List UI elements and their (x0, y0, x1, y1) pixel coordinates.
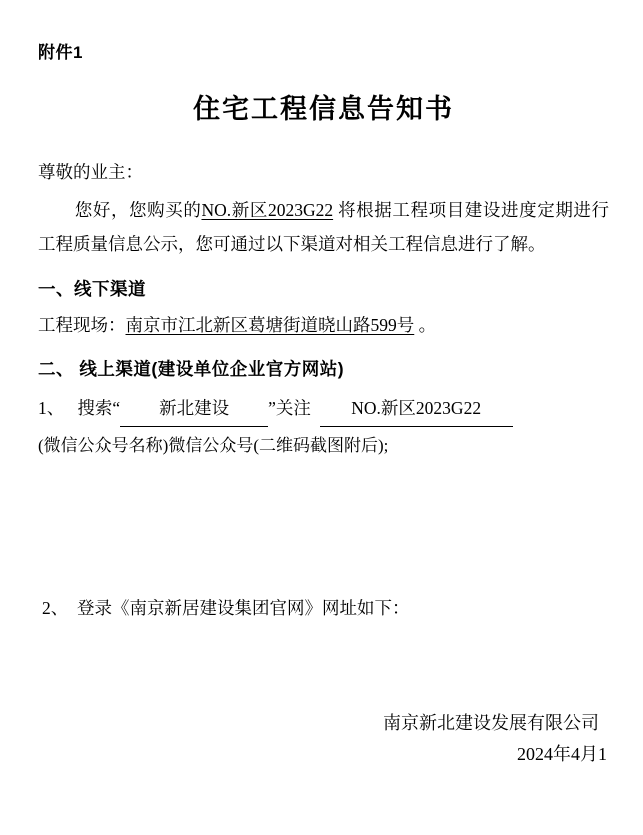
intro-paragraph (38, 193, 609, 261)
signature-date: 2024年4月1 (517, 743, 607, 764)
onsite-address: 南京市江北新区葛塘街道晓山路599号 (125, 314, 415, 335)
onsite-punct: 。 (418, 314, 437, 335)
intro-lead: 您好，您购买的 (74, 200, 202, 221)
online-channel-item-2 (38, 591, 609, 626)
intro-project-name: NO.新区2023G22 (201, 200, 334, 221)
wechat-account-note: (微信公众号名称)微信公众号(二维码截图附后); (38, 435, 389, 455)
wechat-account-name: 新北建设 (120, 391, 268, 427)
onsite-channel-row (38, 309, 609, 342)
onsite-label: 工程现场： (38, 314, 126, 335)
item1-project-name: NO.新区2023G22 (320, 391, 513, 427)
item1-prefix: 搜索“ (77, 397, 121, 418)
salutation: 尊敬的业主： (38, 162, 143, 182)
page-title: 住宅工程信息告知书 (193, 94, 454, 124)
signature-company: 南京新北建设发展有限公司 (383, 712, 599, 733)
item1-middle: ”关注 (268, 397, 311, 418)
online-channel-item-1 (38, 391, 609, 427)
item2-text: 登录《南京新居建设集团官网》网址如下： (77, 597, 410, 618)
item2-number: 2、 (42, 597, 69, 618)
intro-tail: 将根据工程项目建设进度定期进行工程质量信息公示，您可通过以下渠道对相关工程信息进行了解。 (38, 200, 610, 255)
item1-number: 1、 (38, 397, 65, 418)
section-one-heading: 一、线下渠道 (38, 278, 146, 299)
attachment-label: 附件1 (38, 43, 83, 62)
section-two-heading: 二、 线上渠道(建设单位企业官方网站) (38, 358, 345, 379)
